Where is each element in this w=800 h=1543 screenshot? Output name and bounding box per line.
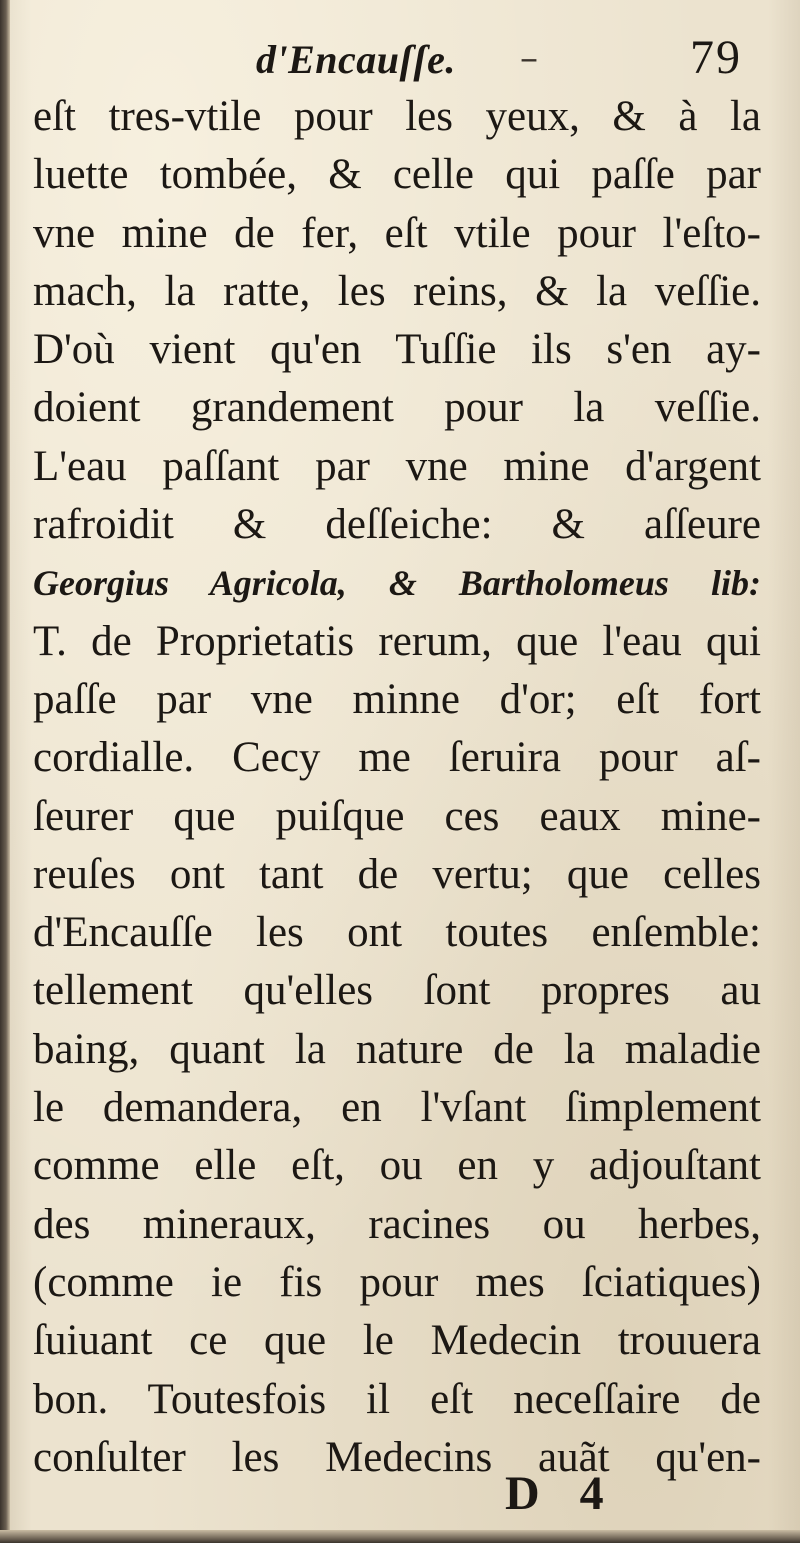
page-bottom-edge xyxy=(0,1530,800,1543)
text-line-citation: Georgius Agricola, & Bartholomeus lib: xyxy=(33,563,761,604)
running-head-dash: – xyxy=(520,38,538,79)
text-line: conſulter les Medecins auãt qu'en- xyxy=(33,1433,761,1481)
text-line: baing, quant la nature de la maladie xyxy=(33,1025,761,1073)
text-line: des mineraux, racines ou herbes, xyxy=(33,1200,761,1248)
text-line: D'où vient qu'en Tuſſie ils s'en ay- xyxy=(33,326,761,374)
body-text xyxy=(33,88,761,1487)
text-line: tellement qu'elles ſont propres au xyxy=(33,967,761,1015)
text-line: bon. Toutesfois il eſt neceſſaire de xyxy=(33,1375,761,1423)
running-head xyxy=(0,30,800,90)
signature-mark: D 4 xyxy=(505,1467,618,1520)
text-line: luette tombée, & celle qui paſſe par xyxy=(33,151,761,199)
page-gutter-shadow xyxy=(0,0,10,1543)
text-line: le demandera, en l'vſant ſimplement xyxy=(33,1084,761,1132)
text-line: T. de Proprietatis rerum, que l'eau qui xyxy=(33,617,761,665)
text-line: vne mine de fer, eſt vtile pour l'eſto- xyxy=(33,209,761,257)
page-number: 79 xyxy=(690,31,742,84)
text-line: reuſes ont tant de vertu; que celles xyxy=(33,850,761,898)
text-line: rafroidit & deſſeiche: & aſſeure xyxy=(33,501,761,549)
text-line: comme elle eſt, ou en y adjouſtant xyxy=(33,1142,761,1190)
text-line: ſeurer que puiſque ces eaux mine- xyxy=(33,792,761,840)
text-line: cordialle. Cecy me ſeruira pour aſ- xyxy=(33,734,761,782)
text-line: d'Encauſſe les ont toutes enſemble: xyxy=(33,909,761,957)
text-line: mach, la ratte, les reins, & la veſſie. xyxy=(33,267,761,315)
text-line: L'eau paſſant par vne mine d'argent xyxy=(33,442,761,490)
text-line: (comme ie fis pour mes ſciatiques) xyxy=(33,1258,761,1306)
text-line: ſuiuant ce que le Medecin trouuera xyxy=(33,1317,761,1365)
running-head-title: d'Encauſſe. xyxy=(256,37,456,82)
text-line: doient grandement pour la veſſie. xyxy=(33,384,761,432)
text-line: paſſe par vne minne d'or; eſt fort xyxy=(33,675,761,723)
text-line: eſt tres-vtile pour les yeux, & à la xyxy=(33,93,761,140)
